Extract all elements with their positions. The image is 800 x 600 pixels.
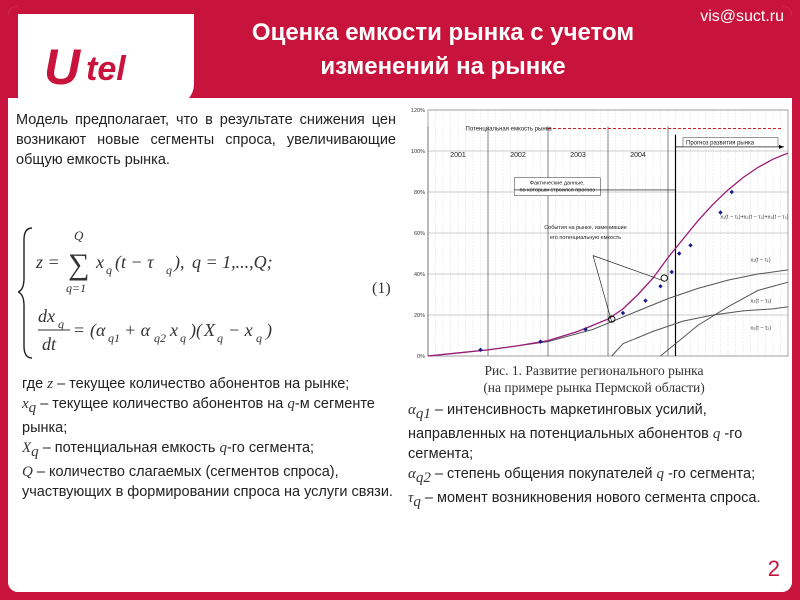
year-label: 2004 (630, 152, 646, 160)
formula-x-sub: q (106, 263, 112, 277)
market-chart (404, 98, 792, 362)
page-number: 2 (767, 556, 780, 581)
def-symbol: z (47, 376, 54, 392)
def-text: – текущее количество абонентов на (36, 396, 288, 412)
definition-Q (22, 462, 402, 502)
definition-alpha-q2 (408, 464, 788, 488)
def-symbol: x (22, 396, 29, 412)
def-tail: -го сегмента; (408, 425, 743, 462)
logo-text: tel (86, 50, 126, 88)
y-tick-label: 60% (413, 231, 425, 237)
def-symbol: X (22, 439, 32, 456)
def-text: – количество слагаемых (сегментов спроса), участвующих в формировании спроса на услуги связи. (22, 463, 393, 500)
potential-label: Потенциальная емкость рынка (465, 126, 552, 133)
alpha2-sub: q2 (154, 331, 166, 345)
y-tick-label: 120% (410, 108, 425, 114)
caption-line-2: (на примере рынка Пермской области) (483, 380, 705, 395)
def-symbol-sub: q1 (415, 405, 431, 422)
formula-capX-sub: q (217, 331, 223, 345)
definition-Xq (22, 438, 402, 462)
actual-data-label: по которым строился прогноз (519, 187, 595, 194)
formula-arg-sub: q (166, 263, 172, 277)
def-text: – интенсивность маркетинговых усилий, направленных на потенциальных абонентов (408, 402, 713, 442)
sum-series-label: x₁(t − τ₁)+x₂(t − τ₂)+x₃(t − τ₃) (720, 214, 789, 221)
def-tail-symbol: q (656, 465, 664, 482)
alpha1: (α (90, 320, 106, 340)
intro-paragraph: Модель предполагает, что в результате снижения цен возникают новые сегменты спроса, увеличивающие общую емкость рынка. (16, 112, 396, 168)
y-tick-label: 40% (413, 272, 425, 278)
formula-eq: = (74, 320, 85, 340)
figure-caption (404, 362, 784, 396)
def-symbol: τ (408, 489, 414, 506)
dt-label: dt (42, 334, 57, 354)
logo (18, 14, 194, 106)
definition-tau-q (408, 488, 788, 512)
y-tick-label: 20% (413, 313, 425, 319)
formula-x2-sub: q (180, 331, 186, 345)
events-label: События на рынке, изменившие (544, 224, 627, 231)
x3-series-label: x₃(t − τ₃) (750, 298, 772, 305)
year-label: 2003 (570, 152, 586, 160)
definition-alpha-q1 (408, 400, 788, 464)
def-text: – степень общения покупателей (430, 465, 657, 482)
forecast-label: Прогноз развития рынка (686, 140, 755, 147)
formula-close1: )( (190, 320, 202, 340)
actual-data-label: Фактические данные, (529, 180, 585, 187)
logo-letter-u: U (44, 39, 81, 95)
formula-close: ), (174, 252, 185, 272)
formula-z: z = (36, 252, 60, 272)
y-tick-label: 100% (410, 149, 425, 155)
def-tail: -го сегмента; (663, 465, 756, 482)
def-tail-symbol: q (712, 425, 721, 442)
def-symbol-sub: q (31, 443, 39, 460)
def-prefix: где (22, 376, 44, 392)
def-tail: -м сегменте рынка; (22, 396, 375, 436)
events-label: его потенциальную емкость (549, 235, 622, 242)
sum-top: Q (74, 228, 84, 243)
slide-title: Оценка емкости рынка с учетом изменений на рынке (251, 19, 635, 80)
year-label: 2001 (450, 152, 466, 160)
def-symbol: α (408, 402, 416, 418)
x1-series-label: x₁(t − τ₁) (750, 257, 771, 264)
formula-x2: x (170, 320, 178, 340)
def-symbol: Q (22, 463, 33, 480)
def-text: – потенциальная емкость (38, 439, 220, 456)
y-tick-label: 0% (417, 354, 425, 360)
sum-bottom: q=1 (66, 281, 87, 295)
def-text: – текущее количество абонентов на рынке; (53, 376, 350, 392)
caption-line-1: Рис. 1. Развитие регионального рынка (484, 363, 704, 378)
left-definitions (22, 374, 402, 502)
sum-symbol: ∑ (68, 248, 90, 281)
email-address[interactable]: vis@suct.ru (700, 8, 784, 25)
def-symbol-sub: q2 (415, 469, 431, 486)
def-text: – момент возникновения нового сегмента спроса. (420, 489, 761, 506)
right-definitions (408, 400, 788, 512)
alpha1-sub: q1 (108, 331, 120, 345)
formula-minus: − x (228, 320, 253, 340)
formula-x: x (96, 252, 104, 272)
alpha2: + α (124, 320, 151, 340)
formula-minus-sub: q (256, 331, 262, 345)
x2-series-label: x₂(t − τ₂) (750, 325, 772, 332)
formula-range: q = 1,...,Q; (192, 252, 273, 272)
formula-close2: ) (266, 320, 272, 340)
formula (18, 218, 308, 368)
dx-sub: q (58, 317, 64, 331)
year-label: 2002 (510, 152, 526, 160)
y-tick-label: 80% (413, 190, 425, 196)
def-symbol: α (408, 465, 416, 482)
definition-xq (22, 394, 402, 438)
def-symbol-sub: q (28, 399, 37, 416)
def-tail: -го сегмента; (226, 439, 315, 456)
equation-number: (1) (372, 280, 391, 297)
formula-arg: (t − τ (115, 252, 154, 272)
def-tail-symbol: q (287, 396, 295, 412)
formula-capX: X (204, 320, 215, 340)
slide (8, 6, 792, 592)
def-symbol-sub: q (413, 493, 421, 510)
def-tail-symbol: q (219, 439, 227, 456)
dx-label: dx (38, 306, 55, 326)
definition-z (22, 374, 402, 394)
